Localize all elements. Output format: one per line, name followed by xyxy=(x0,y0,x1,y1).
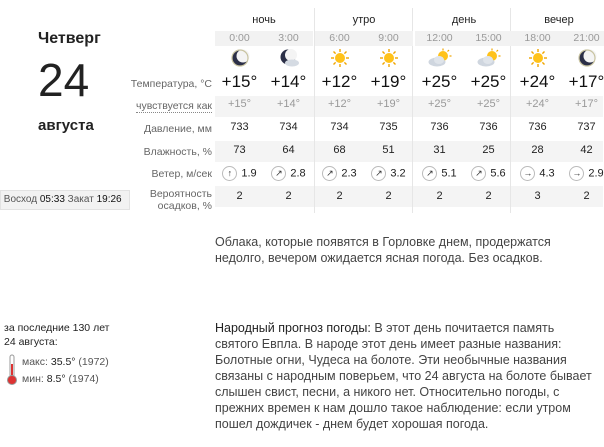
humidity-value: 25 xyxy=(482,144,495,156)
sunset-label: Закат xyxy=(67,194,94,205)
sun-cloud-icon xyxy=(427,55,453,72)
humidity-value: 31 xyxy=(433,144,446,156)
wind-direction-icon: ↗ xyxy=(371,166,386,181)
day-number: 24 xyxy=(38,54,90,106)
pressure-value: 737 xyxy=(577,121,596,133)
precip-value: 2 xyxy=(583,190,590,202)
period-morning: утро xyxy=(352,14,376,26)
label-precip-1: Вероятность xyxy=(149,188,212,200)
feels-like-value: +24° xyxy=(525,98,550,110)
sunrise-label: Восход xyxy=(3,194,38,205)
wind-direction-icon: ↗ xyxy=(271,166,286,181)
wind-direction-icon: ↑ xyxy=(222,166,237,181)
history-min-label: мин: xyxy=(22,373,44,385)
moon-icon xyxy=(229,55,251,72)
feels-like-value: +25° xyxy=(427,98,452,110)
feels-like-value: +17° xyxy=(574,98,599,110)
sun-icon xyxy=(528,55,548,72)
time-cell: 15:00 xyxy=(464,31,513,46)
history-max-year: (1972) xyxy=(78,356,109,368)
precip-value: 2 xyxy=(485,190,492,202)
history-min-year: (1974) xyxy=(68,373,99,385)
precip-value: 2 xyxy=(436,190,443,202)
time-cell: 9:00 xyxy=(364,31,413,46)
weather-icon-cell xyxy=(513,48,562,68)
time-cell: 0:00 xyxy=(215,31,264,46)
history-title: за последние 130 лет xyxy=(4,322,110,334)
label-pressure: Давление, мм xyxy=(143,123,212,135)
wind-speed-value: 2.3 xyxy=(341,167,357,180)
moon-icon xyxy=(576,55,598,72)
temperature-value: +14° xyxy=(270,72,307,91)
folk-title: Народный прогноз погоды: xyxy=(215,321,371,335)
wind-cell xyxy=(562,166,604,181)
time-cell: 3:00 xyxy=(264,31,313,46)
wind-cell xyxy=(464,166,513,181)
wind-direction-icon: ↗ xyxy=(422,166,437,181)
wind-speed-value: 3.2 xyxy=(390,167,406,180)
time-cell: 6:00 xyxy=(315,31,364,46)
pressure-value: 736 xyxy=(479,121,498,133)
weather-icon-cell xyxy=(562,48,604,68)
history-max-value: 35.5° xyxy=(50,356,76,368)
period-night: ночь xyxy=(252,14,276,26)
wind-speed-value: 2.9 xyxy=(588,167,604,180)
humidity-value: 68 xyxy=(333,144,346,156)
pressure-value: 734 xyxy=(330,121,349,133)
pressure-value: 735 xyxy=(379,121,398,133)
temperature-value: +17° xyxy=(568,72,604,91)
folk-forecast xyxy=(215,320,595,432)
temperature-value: +25° xyxy=(421,72,458,91)
label-wind: Ветер, м/сек xyxy=(151,168,212,180)
pressure-value: 733 xyxy=(230,121,249,133)
wind-direction-icon: → xyxy=(569,166,584,181)
weather-icon-cell xyxy=(415,48,464,68)
label-temperature: Температура, °C xyxy=(130,78,212,90)
humidity-value: 28 xyxy=(531,144,544,156)
humidity-value: 73 xyxy=(233,144,246,156)
weather-description: Облака, которые появятся в Горловке днем, продержатся недолго, вечером ожидается ясная погода. Без осадков. xyxy=(215,235,551,265)
moon-cloud-icon xyxy=(277,55,301,72)
temperature-value: +24° xyxy=(519,72,556,91)
wind-cell xyxy=(513,166,562,181)
label-precip xyxy=(150,188,212,212)
history-min xyxy=(22,373,99,385)
temperature-value: +12° xyxy=(321,72,358,91)
wind-direction-icon: ↗ xyxy=(322,166,337,181)
time-cell: 21:00 xyxy=(562,31,604,46)
feels-like-value: +12° xyxy=(327,98,352,110)
precip-value: 3 xyxy=(534,190,541,202)
humidity-value: 51 xyxy=(382,144,395,156)
label-humidity: Влажность, % xyxy=(143,146,212,158)
weather-icon-cell xyxy=(264,48,313,68)
weather-icon-cell xyxy=(215,48,264,68)
precip-value: 2 xyxy=(285,190,292,202)
time-cell: 12:00 xyxy=(415,31,464,46)
temperature-value: +25° xyxy=(470,72,507,91)
feels-like-value: +14° xyxy=(276,98,301,110)
wind-cell xyxy=(264,166,313,181)
wind-speed-value: 5.1 xyxy=(441,167,457,180)
humidity-value: 42 xyxy=(580,144,593,156)
wind-direction-icon: ↗ xyxy=(471,166,486,181)
wind-speed-value: 1.9 xyxy=(241,167,257,180)
wind-cell xyxy=(215,166,264,181)
thermometer-icon xyxy=(6,354,18,386)
sunset-time: 19:26 xyxy=(96,194,122,205)
wind-direction-icon: → xyxy=(520,166,535,181)
wind-cell xyxy=(315,166,364,181)
weekday: Четверг xyxy=(38,30,101,47)
humidity-value: 64 xyxy=(282,144,295,156)
wind-cell xyxy=(415,166,464,181)
weather-icon-cell xyxy=(315,48,364,68)
pressure-value: 736 xyxy=(528,121,547,133)
sun-icon xyxy=(330,55,350,72)
folk-text: В этот день почитается память святого Евпла. В народе этот день имеет разные названия: Болотные огни, Чудеса на болоте. Эти необычные названия связаны с народным поверьем, что 24 августа на болоте бывает слышен свист, песни, а никого нет. Относительно погоды, с прежних времен к нам дошло такое наблюдение: если утром пошел дождичек - днем будет хорошая погода. xyxy=(215,321,592,431)
temperature-value: +19° xyxy=(370,72,407,91)
wind-cell xyxy=(364,166,413,181)
pressure-value: 736 xyxy=(430,121,449,133)
period-day: день xyxy=(451,14,477,26)
history-max-label: макс: xyxy=(22,356,48,368)
sunrise-time: 05:33 xyxy=(39,194,65,205)
history-date: 24 августа: xyxy=(4,336,58,348)
wind-speed-value: 5.6 xyxy=(490,167,506,180)
period-evening: вечер xyxy=(544,14,574,26)
precip-value: 2 xyxy=(236,190,243,202)
precip-value: 2 xyxy=(385,190,392,202)
feels-like-value: +19° xyxy=(376,98,401,110)
history-max xyxy=(22,356,109,368)
sun-times xyxy=(0,190,130,210)
label-precip-2: осадков, % xyxy=(157,200,212,212)
label-feels[interactable]: чувствуется как xyxy=(135,100,212,112)
weather-icon-cell xyxy=(464,48,513,68)
feels-like-value: +25° xyxy=(476,98,501,110)
wind-speed-value: 4.3 xyxy=(539,167,555,180)
pressure-value: 734 xyxy=(279,121,298,133)
feels-like-value: +15° xyxy=(227,98,252,110)
history-min-value: 8.5° xyxy=(46,373,66,385)
precip-value: 2 xyxy=(336,190,343,202)
sun-cloud-icon xyxy=(476,55,502,72)
weather-icon-cell xyxy=(364,48,413,68)
temperature-value: +15° xyxy=(221,72,258,91)
time-cell: 18:00 xyxy=(513,31,562,46)
sun-icon xyxy=(379,55,399,72)
wind-speed-value: 2.8 xyxy=(290,167,306,180)
month: августа xyxy=(38,117,94,134)
